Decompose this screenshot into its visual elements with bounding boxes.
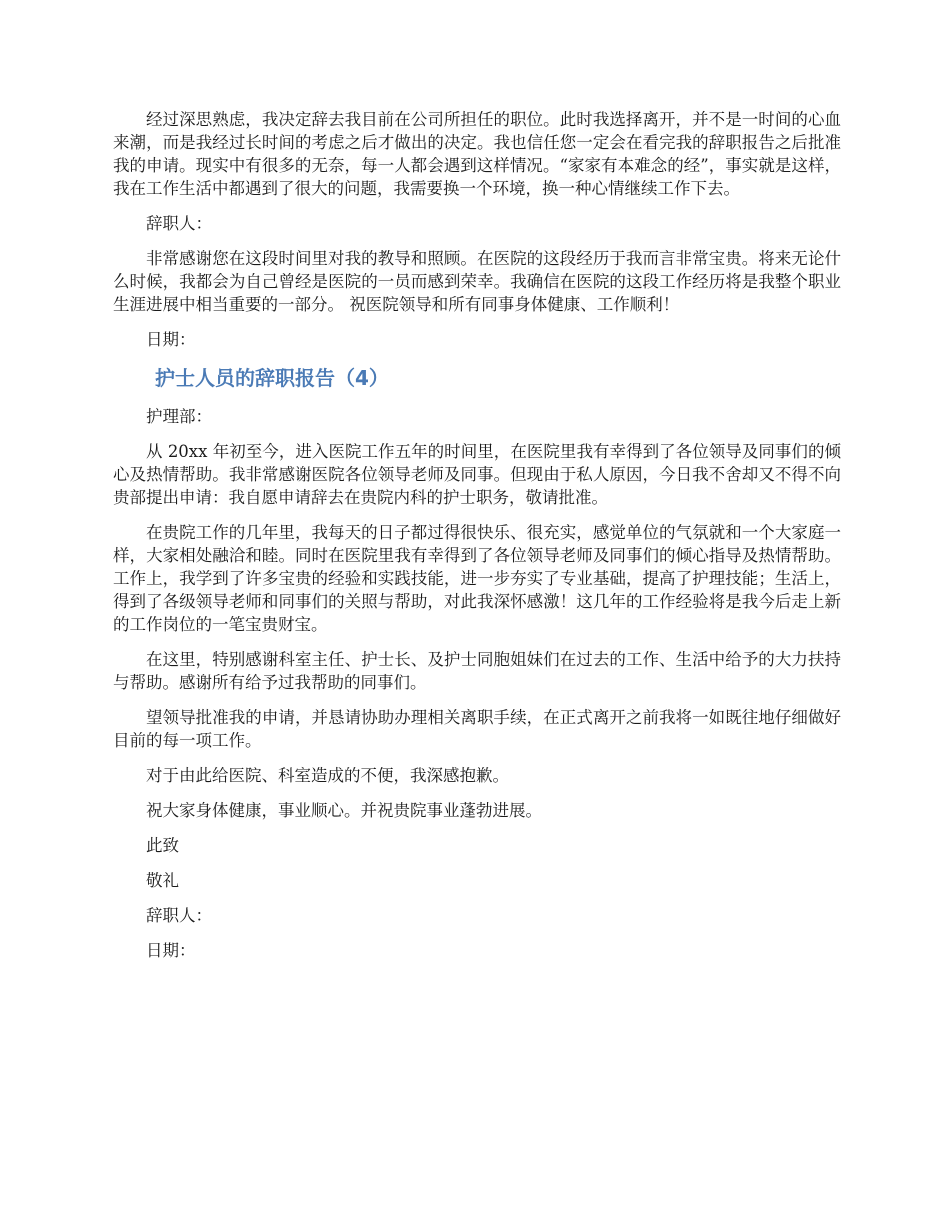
- resigner-label: 辞职人：: [146, 214, 212, 233]
- paragraph-thanks: 非常感谢您在这段时间里对我的教导和照顾。在医院的这段经历于我而言非常宝贵。将来无论什么时候，我都会为自己曾经是医院的一员而感到荣幸。我确信在医院的这段工作经历将是我整个职业生涯进展中相当重要的一部分。 祝医院领导和所有同事身体健康、工作顺利！: [113, 249, 841, 314]
- closing-line-2: 敬礼: [146, 871, 179, 890]
- date-label: 日期：: [146, 330, 196, 349]
- salutation: 护理部：: [146, 407, 212, 426]
- paragraph-gratitude: 在这里，特别感谢科室主任、护士长、及护士同胞姐妹们在过去的工作、生活中给予的大力扶持与帮助。感谢所有给予过我帮助的同事们。: [113, 650, 841, 692]
- resigner-label: 辞职人：: [146, 906, 212, 925]
- paragraph-apology: 对于由此给医院、科室造成的不便，我深感抱歉。: [146, 766, 509, 785]
- paragraph-request: 望领导批准我的申请，并恳请协助办理相关离职手续，在正式离开之前我将一如既往地仔细做好目前的每一项工作。: [113, 708, 841, 750]
- section-title: 护士人员的辞职报告（4）: [155, 366, 389, 390]
- paragraph-experience: 在贵院工作的几年里，我每天的日子都过得很快乐、很充实，感觉单位的气氛就和一个大家庭一样，大家相处融洽和睦。同时在医院里我有幸得到了各位领导老师及同事们的倾心指导及热情帮助。工作上，我学到了许多宝贵的经验和实践技能，进一步夯实了专业基础，提高了护理技能；生活上，得到了各级领导老师和同事们的关照与帮助，对此我深怀感激！这几年的工作经验将是我今后走上新的工作岗位的一笔宝贵财宝。: [113, 523, 841, 634]
- date-label: 日期：: [146, 941, 196, 960]
- document-page: [113, 108, 841, 974]
- paragraph-intro: 从 20xx 年初至今，进入医院工作五年的时间里，在医院里我有幸得到了各位领导及同事们的倾心及热情帮助。我非常感谢医院各位领导老师及同事。但现由于私人原因，今日我不舍却又不得不向贵部提出申请：我自愿申请辞去在贵院内科的护士职务，敬请批准。: [113, 442, 841, 507]
- paragraph-reason: 经过深思熟虑，我决定辞去我目前在公司所担任的职位。此时我选择离开，并不是一时间的心血来潮，而是我经过长时间的考虑之后才做出的决定。我也信任您一定会在看完我的辞职报告之后批准我的申请。现实中有很多的无奈，每一人都会遇到这样情况。“家家有本难念的经”，事实就是这样，我在工作生活中都遇到了很大的问题，我需要换一个环境，换一种心情继续工作下去。: [113, 110, 841, 198]
- paragraph-wishes: 祝大家身体健康，事业顺心。并祝贵院事业蓬勃进展。: [146, 801, 542, 820]
- closing-line-1: 此致: [146, 836, 179, 855]
